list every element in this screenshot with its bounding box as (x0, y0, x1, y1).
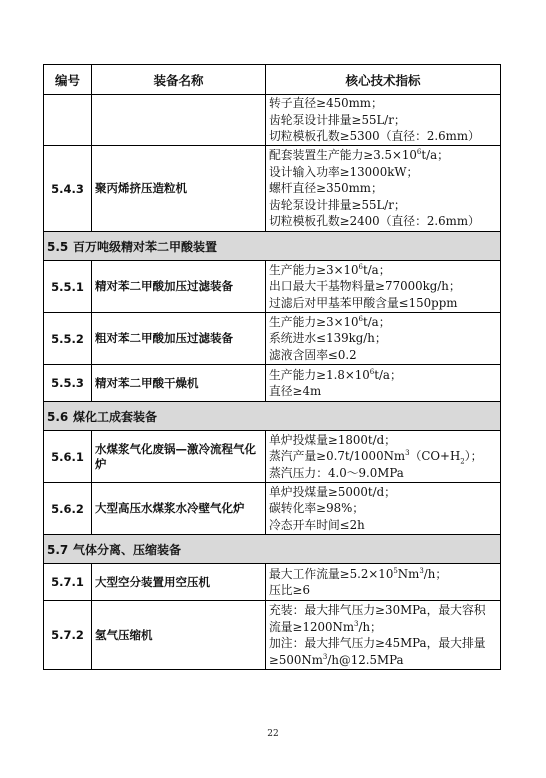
spec-line: 单炉投煤量≥5000t/d； (269, 484, 396, 499)
section-number: 5.7 (47, 542, 69, 557)
row-spec (266, 365, 501, 402)
spec-line: 切粒模板孔数≥5300（直径：2.6mm） (269, 129, 480, 144)
spec-line: 过滤后对甲基苯甲酸含量≤150ppm (269, 295, 458, 310)
spec-line: 螺杆直径≥350mm； (269, 181, 383, 196)
spec-line: 配套装置生产能力$\ge 3.5\times 10^6t/a$； (269, 148, 449, 163)
section-heading (44, 535, 501, 564)
row-spec (266, 483, 501, 535)
table-row (44, 601, 501, 670)
spec-line: 齿轮泵设计排量≥55L/r； (269, 197, 406, 212)
spec-line: 单炉投煤量≥1800t/d； (269, 432, 396, 447)
section-row (44, 232, 501, 261)
row-equipment-name: 水煤浆气化废锅—激冷流程气化炉 (92, 431, 266, 483)
row-number: 5.4.3 (44, 146, 92, 232)
row-spec (266, 431, 501, 483)
spec-line: 碳转化率≥98%； (269, 501, 365, 516)
row-equipment-name: 精对苯二甲酸干燥机 (92, 365, 266, 402)
table-row (44, 146, 501, 232)
spec-line: 系统进水≤139kg/h； (269, 331, 387, 346)
page-number: 22 (267, 729, 279, 739)
spec-line: 压比≥6 (269, 583, 310, 597)
spec-line: 设计输入功率≥13000kW； (269, 164, 419, 179)
row-equipment-name: 大型高压水煤浆水冷壁气化炉 (92, 483, 266, 535)
row-equipment-name: 大型空分装置用空压机 (92, 564, 266, 601)
section-row (44, 402, 501, 431)
table-row (44, 261, 501, 313)
section-heading (44, 232, 501, 261)
row-spec (266, 261, 501, 313)
section-number: 5.6 (47, 409, 69, 424)
spec-line: 充装：最大排气压力≥30MPa，最大容积 (269, 603, 486, 617)
spec-line: 出口最大干基物料量≥77000kg/h； (269, 279, 461, 294)
spec-line: 蒸汽产量$\ge 0.7t/1000Nm^3(CO+H_2)$； (269, 449, 483, 466)
row-spec (266, 95, 501, 146)
section-row (44, 535, 501, 564)
spec-line: 生产能力$\ge 3\times 10^6t/a$； (269, 314, 391, 329)
table-row (44, 431, 501, 483)
row-number: 5.5.2 (44, 313, 92, 365)
spec-line: $\ge 500Nm^3/h@12.5MPa$ (269, 652, 404, 667)
row-equipment-name: 聚丙烯挤压造粒机 (92, 146, 266, 232)
section-title: 气体分离、压缩装备 (73, 542, 182, 557)
table-row (44, 95, 501, 146)
header-core-specs: 核心技术指标 (266, 65, 501, 95)
row-equipment-name: 精对苯二甲酸加压过滤装备 (92, 261, 266, 313)
spec-line: 切粒模板孔数≥2400（直径：2.6mm） (269, 214, 480, 229)
spec-line: 转子直径≥450mm； (269, 96, 383, 111)
row-equipment-name (92, 95, 266, 146)
row-number (44, 95, 92, 146)
table-row (44, 564, 501, 601)
row-number: 5.6.1 (44, 431, 92, 483)
spec-line: 滤液含固率≤0.2 (269, 347, 357, 362)
spec-line: 最大工作流量$\ge 5.2\times 10^5Nm^3/h$； (269, 566, 448, 581)
row-number: 5.5.3 (44, 365, 92, 402)
table-row (44, 365, 501, 402)
header-number: 编号 (44, 65, 92, 95)
header-equipment-name: 装备名称 (92, 65, 266, 95)
row-number: 5.5.1 (44, 261, 92, 313)
spec-line: 生产能力$\ge 3\times 10^6t/a$； (269, 262, 391, 277)
row-number: 5.6.2 (44, 483, 92, 535)
section-title: 煤化工成套装备 (73, 409, 158, 424)
table-header-row (44, 65, 501, 95)
spec-line: 生产能力$\ge 1.8\times 10^6t/a$； (269, 367, 402, 382)
row-equipment-name: 粗对苯二甲酸加压过滤装备 (92, 313, 266, 365)
equipment-spec-table (43, 64, 501, 670)
row-spec (266, 564, 501, 601)
table-row (44, 483, 501, 535)
row-spec (266, 601, 501, 670)
spec-line: 齿轮泵设计排量≥55L/r； (269, 112, 406, 127)
row-equipment-name: 氢气压缩机 (92, 601, 266, 670)
spec-line: 蒸汽压力：4.0～9.0MPa (269, 465, 404, 480)
row-number: 5.7.1 (44, 564, 92, 601)
spec-line: 冷态开车时间≤2h (269, 517, 365, 532)
table-row (44, 313, 501, 365)
row-spec (266, 146, 501, 232)
row-spec (266, 313, 501, 365)
section-title: 百万吨级精对苯二甲酸装置 (73, 239, 218, 254)
row-number: 5.7.2 (44, 601, 92, 670)
spec-line: 流量$\ge 1200Nm^3/h$； (269, 619, 382, 634)
section-number: 5.5 (47, 239, 69, 254)
spec-line: 直径≥4m (269, 384, 322, 398)
section-heading (44, 402, 501, 431)
spec-line: 加注：最大排气压力≥45MPa，最大排量 (269, 636, 486, 650)
